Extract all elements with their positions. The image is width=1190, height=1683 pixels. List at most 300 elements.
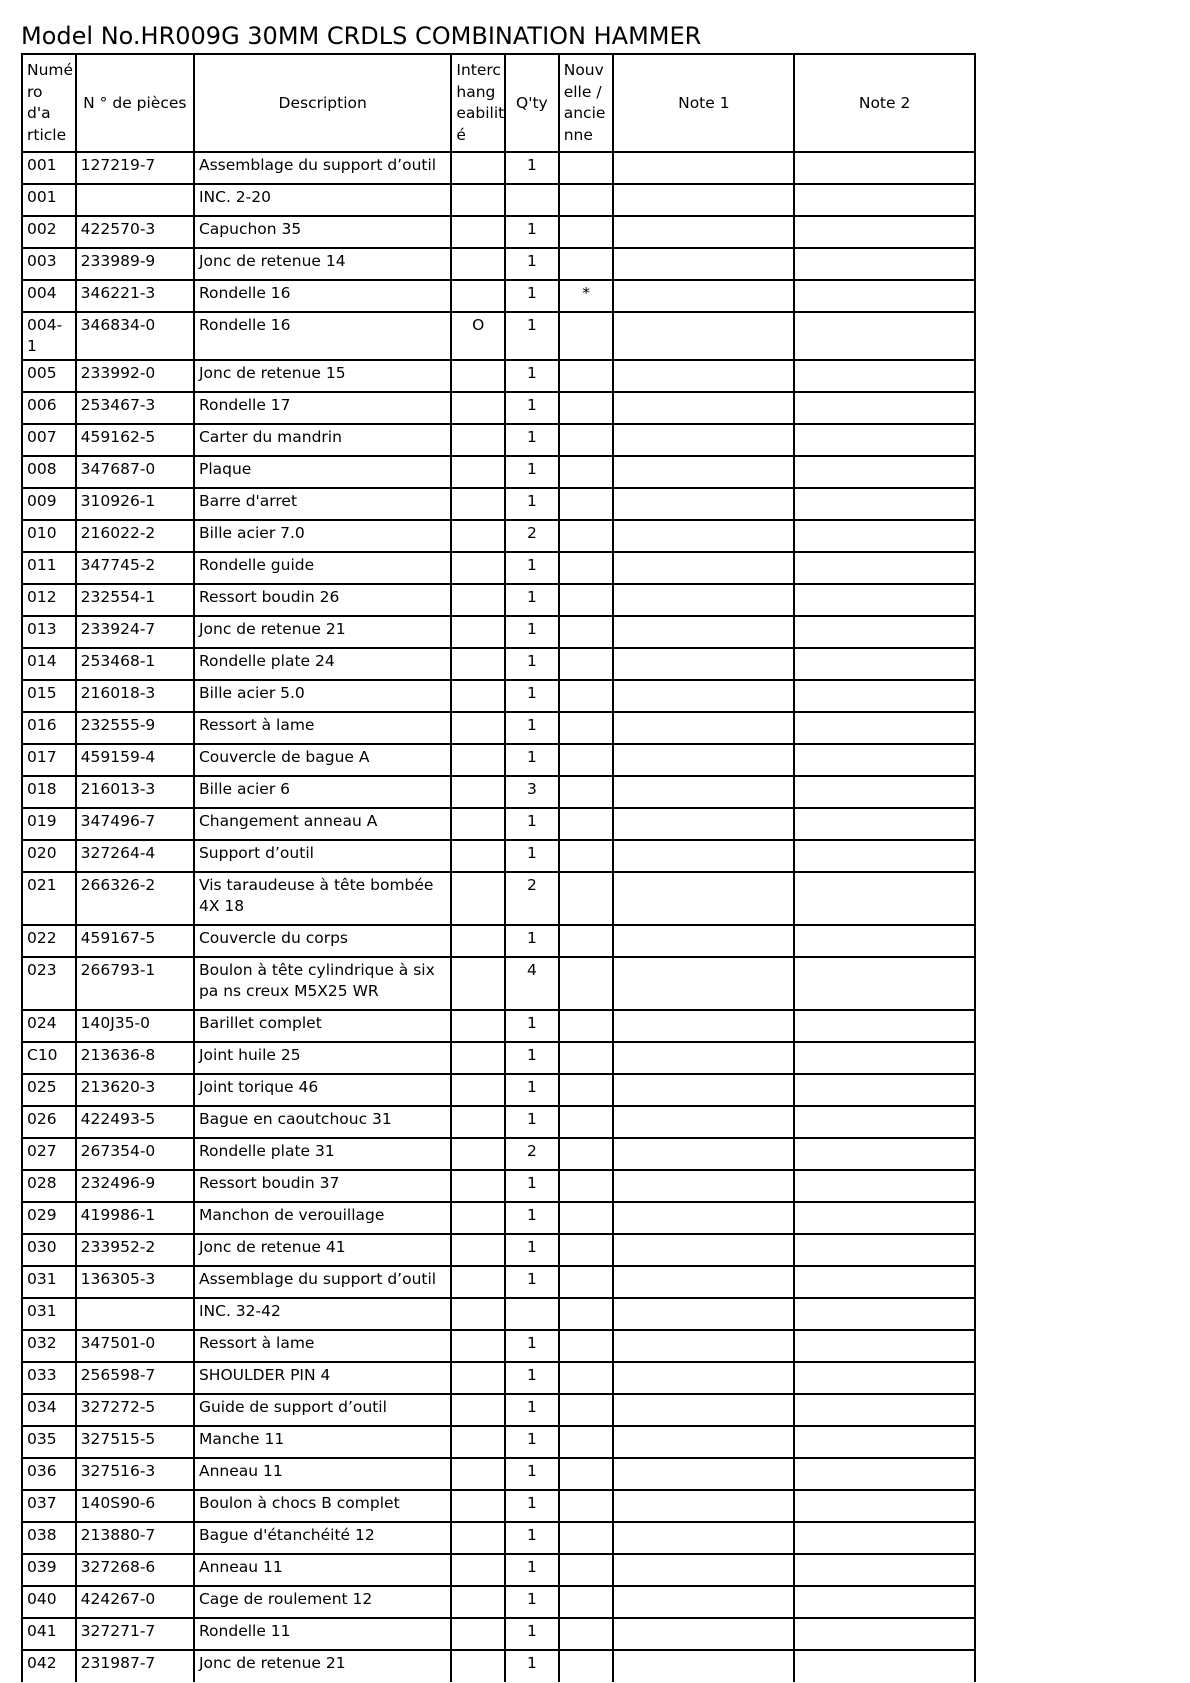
- cell-item-no: 006: [22, 392, 76, 424]
- cell-description: Rondelle plate 31: [194, 1138, 451, 1170]
- cell-description: Bille acier 7.0: [194, 520, 451, 552]
- cell-description: Joint torique 46: [194, 1074, 451, 1106]
- cell-new-old: [559, 360, 614, 392]
- table-row: [22, 1042, 975, 1074]
- cell-new-old: [559, 1650, 614, 1682]
- cell-new-old: [559, 248, 614, 280]
- table-row: [22, 1554, 975, 1586]
- cell-qty: 1: [505, 1490, 559, 1522]
- cell-interchangeability: [451, 1330, 505, 1362]
- cell-interchangeability: [451, 1554, 505, 1586]
- cell-note-1: [613, 1650, 794, 1682]
- cell-qty: 1: [505, 1042, 559, 1074]
- cell-part-no: 424267-0: [76, 1586, 194, 1618]
- cell-interchangeability: [451, 1010, 505, 1042]
- cell-new-old: [559, 1106, 614, 1138]
- cell-interchangeability: [451, 616, 505, 648]
- cell-description: Anneau 11: [194, 1554, 451, 1586]
- cell-part-no: 422570-3: [76, 216, 194, 248]
- cell-note-1: [613, 1170, 794, 1202]
- table-row: [22, 872, 975, 925]
- cell-qty: 1: [505, 1010, 559, 1042]
- cell-part-no: 233989-9: [76, 248, 194, 280]
- cell-interchangeability: [451, 1106, 505, 1138]
- cell-note-2: [794, 1170, 975, 1202]
- cell-new-old: [559, 552, 614, 584]
- cell-qty: 1: [505, 584, 559, 616]
- cell-item-no: 004-1: [22, 312, 76, 360]
- cell-note-1: [613, 744, 794, 776]
- cell-note-2: [794, 1490, 975, 1522]
- cell-interchangeability: [451, 280, 505, 312]
- cell-item-no: 042: [22, 1650, 76, 1682]
- cell-new-old: [559, 1074, 614, 1106]
- cell-description: Ressort à lame: [194, 1330, 451, 1362]
- cell-description: Ressort boudin 26: [194, 584, 451, 616]
- cell-part-no: 266793-1: [76, 957, 194, 1010]
- cell-new-old: [559, 840, 614, 872]
- cell-interchangeability: [451, 1458, 505, 1490]
- table-row: [22, 1170, 975, 1202]
- cell-description: Manchon de verouillage: [194, 1202, 451, 1234]
- cell-new-old: [559, 1010, 614, 1042]
- cell-qty: 1: [505, 1170, 559, 1202]
- cell-qty: [505, 1298, 559, 1330]
- cell-item-no: 001: [22, 184, 76, 216]
- cell-interchangeability: [451, 1650, 505, 1682]
- cell-note-1: [613, 1234, 794, 1266]
- cell-new-old: [559, 184, 614, 216]
- cell-qty: 1: [505, 808, 559, 840]
- cell-interchangeability: [451, 1170, 505, 1202]
- cell-interchangeability: [451, 925, 505, 957]
- cell-part-no: 232554-1: [76, 584, 194, 616]
- cell-description: Jonc de retenue 15: [194, 360, 451, 392]
- cell-interchangeability: [451, 216, 505, 248]
- cell-item-no: 028: [22, 1170, 76, 1202]
- cell-new-old: [559, 584, 614, 616]
- cell-description: INC. 2-20: [194, 184, 451, 216]
- cell-interchangeability: O: [451, 312, 505, 360]
- cell-note-1: [613, 1202, 794, 1234]
- cell-new-old: [559, 1202, 614, 1234]
- cell-interchangeability: [451, 872, 505, 925]
- table-row: [22, 280, 975, 312]
- cell-note-1: [613, 1426, 794, 1458]
- cell-interchangeability: [451, 1074, 505, 1106]
- cell-description: Rondelle plate 24: [194, 648, 451, 680]
- cell-part-no: 347745-2: [76, 552, 194, 584]
- cell-description: Guide de support d’outil: [194, 1394, 451, 1426]
- cell-item-no: 025: [22, 1074, 76, 1106]
- cell-description: Capuchon 35: [194, 216, 451, 248]
- cell-note-1: [613, 216, 794, 248]
- cell-part-no: 140S90-6: [76, 1490, 194, 1522]
- cell-new-old: [559, 1458, 614, 1490]
- cell-interchangeability: [451, 552, 505, 584]
- cell-note-1: [613, 1618, 794, 1650]
- cell-item-no: 029: [22, 1202, 76, 1234]
- cell-note-1: [613, 552, 794, 584]
- header-item-no: Numé ro d'a rticle: [22, 54, 76, 152]
- cell-note-1: [613, 616, 794, 648]
- cell-item-no: 018: [22, 776, 76, 808]
- cell-part-no: 256598-7: [76, 1362, 194, 1394]
- header-note-1: Note 1: [613, 54, 794, 152]
- cell-note-1: [613, 712, 794, 744]
- table-row: [22, 840, 975, 872]
- cell-description: Assemblage du support d’outil: [194, 152, 451, 184]
- cell-description: Joint huile 25: [194, 1042, 451, 1074]
- cell-item-no: 008: [22, 456, 76, 488]
- cell-item-no: 014: [22, 648, 76, 680]
- cell-note-2: [794, 1298, 975, 1330]
- cell-interchangeability: [451, 1202, 505, 1234]
- cell-note-2: [794, 1042, 975, 1074]
- cell-description: Boulon à chocs B complet: [194, 1490, 451, 1522]
- cell-note-2: [794, 680, 975, 712]
- cell-new-old: [559, 1362, 614, 1394]
- cell-interchangeability: [451, 1490, 505, 1522]
- cell-description: Support d’outil: [194, 840, 451, 872]
- cell-qty: 1: [505, 1202, 559, 1234]
- cell-description: Ressort à lame: [194, 712, 451, 744]
- cell-part-no: 233952-2: [76, 1234, 194, 1266]
- cell-part-no: 231987-7: [76, 1650, 194, 1682]
- table-row: [22, 776, 975, 808]
- cell-note-1: [613, 1554, 794, 1586]
- cell-note-1: [613, 280, 794, 312]
- cell-item-no: 016: [22, 712, 76, 744]
- cell-qty: 1: [505, 488, 559, 520]
- cell-qty: 1: [505, 1266, 559, 1298]
- cell-item-no: 034: [22, 1394, 76, 1426]
- table-row: [22, 552, 975, 584]
- cell-qty: 1: [505, 840, 559, 872]
- cell-interchangeability: [451, 1618, 505, 1650]
- cell-note-1: [613, 1042, 794, 1074]
- table-row: [22, 520, 975, 552]
- cell-new-old: [559, 744, 614, 776]
- table-row: [22, 744, 975, 776]
- cell-note-2: [794, 552, 975, 584]
- cell-interchangeability: [451, 392, 505, 424]
- cell-description: Carter du mandrin: [194, 424, 451, 456]
- cell-description: Rondelle 17: [194, 392, 451, 424]
- cell-note-1: [613, 248, 794, 280]
- cell-part-no: 232496-9: [76, 1170, 194, 1202]
- cell-item-no: 001: [22, 152, 76, 184]
- cell-qty: 2: [505, 872, 559, 925]
- cell-note-2: [794, 1522, 975, 1554]
- table-row: [22, 1074, 975, 1106]
- cell-description: Jonc de retenue 21: [194, 616, 451, 648]
- cell-new-old: [559, 1170, 614, 1202]
- cell-note-2: [794, 840, 975, 872]
- cell-new-old: [559, 1490, 614, 1522]
- cell-part-no: 459167-5: [76, 925, 194, 957]
- cell-part-no: 347501-0: [76, 1330, 194, 1362]
- cell-qty: 1: [505, 744, 559, 776]
- cell-note-2: [794, 1426, 975, 1458]
- cell-note-1: [613, 360, 794, 392]
- cell-new-old: [559, 152, 614, 184]
- header-new-old: Nouv elle / ancie nne: [559, 54, 614, 152]
- cell-part-no: 233992-0: [76, 360, 194, 392]
- cell-item-no: 031: [22, 1266, 76, 1298]
- header-part-no: N ° de pièces: [76, 54, 194, 152]
- cell-qty: 1: [505, 392, 559, 424]
- cell-interchangeability: [451, 1586, 505, 1618]
- cell-item-no: 038: [22, 1522, 76, 1554]
- table-row: [22, 360, 975, 392]
- cell-new-old: [559, 1042, 614, 1074]
- cell-item-no: 030: [22, 1234, 76, 1266]
- table-row: [22, 488, 975, 520]
- cell-note-2: [794, 584, 975, 616]
- table-row: [22, 216, 975, 248]
- table-row: [22, 1522, 975, 1554]
- cell-note-2: [794, 360, 975, 392]
- cell-note-1: [613, 680, 794, 712]
- cell-part-no: 419986-1: [76, 1202, 194, 1234]
- cell-description: Boulon à tête cylindrique à six pa ns creux M5X25 WR: [194, 957, 451, 1010]
- cell-qty: 1: [505, 712, 559, 744]
- cell-part-no: 253467-3: [76, 392, 194, 424]
- cell-qty: 1: [505, 456, 559, 488]
- cell-qty: 1: [505, 424, 559, 456]
- cell-new-old: [559, 925, 614, 957]
- cell-new-old: [559, 392, 614, 424]
- cell-item-no: 012: [22, 584, 76, 616]
- cell-description: Jonc de retenue 14: [194, 248, 451, 280]
- table-row: [22, 1234, 975, 1266]
- cell-qty: 1: [505, 312, 559, 360]
- cell-interchangeability: [451, 1298, 505, 1330]
- cell-description: Bague d'étanchéité 12: [194, 1522, 451, 1554]
- cell-new-old: [559, 520, 614, 552]
- cell-note-1: [613, 392, 794, 424]
- cell-item-no: 033: [22, 1362, 76, 1394]
- cell-qty: 1: [505, 1586, 559, 1618]
- cell-note-2: [794, 1074, 975, 1106]
- cell-note-2: [794, 152, 975, 184]
- cell-new-old: [559, 680, 614, 712]
- cell-part-no: 347687-0: [76, 456, 194, 488]
- table-row: [22, 808, 975, 840]
- table-row: [22, 1426, 975, 1458]
- cell-note-1: [613, 424, 794, 456]
- table-row: [22, 1650, 975, 1682]
- cell-note-2: [794, 520, 975, 552]
- cell-note-1: [613, 1138, 794, 1170]
- cell-new-old: [559, 1330, 614, 1362]
- cell-item-no: 037: [22, 1490, 76, 1522]
- cell-item-no: 007: [22, 424, 76, 456]
- cell-note-2: [794, 1650, 975, 1682]
- table-row: [22, 456, 975, 488]
- cell-note-2: [794, 1010, 975, 1042]
- cell-new-old: [559, 1138, 614, 1170]
- cell-note-2: [794, 456, 975, 488]
- cell-interchangeability: [451, 520, 505, 552]
- cell-part-no: 327272-5: [76, 1394, 194, 1426]
- table-row: [22, 152, 975, 184]
- cell-item-no: 005: [22, 360, 76, 392]
- table-row: [22, 1330, 975, 1362]
- cell-note-2: [794, 1458, 975, 1490]
- cell-item-no: 039: [22, 1554, 76, 1586]
- cell-qty: 1: [505, 1074, 559, 1106]
- cell-description: Jonc de retenue 41: [194, 1234, 451, 1266]
- cell-new-old: [559, 1426, 614, 1458]
- table-row: [22, 648, 975, 680]
- cell-qty: 1: [505, 1106, 559, 1138]
- cell-qty: 1: [505, 1362, 559, 1394]
- cell-item-no: 041: [22, 1618, 76, 1650]
- cell-description: Bille acier 5.0: [194, 680, 451, 712]
- cell-note-1: [613, 312, 794, 360]
- cell-new-old: [559, 872, 614, 925]
- cell-note-2: [794, 1362, 975, 1394]
- cell-note-2: [794, 1554, 975, 1586]
- cell-new-old: [559, 1618, 614, 1650]
- cell-part-no: 213636-8: [76, 1042, 194, 1074]
- cell-item-no: 026: [22, 1106, 76, 1138]
- cell-description: Rondelle 16: [194, 280, 451, 312]
- cell-note-1: [613, 1490, 794, 1522]
- cell-note-1: [613, 1106, 794, 1138]
- cell-note-1: [613, 1522, 794, 1554]
- parts-table: [21, 53, 976, 1682]
- table-row: [22, 1618, 975, 1650]
- cell-item-no: 002: [22, 216, 76, 248]
- cell-note-1: [613, 1458, 794, 1490]
- cell-qty: 1: [505, 925, 559, 957]
- cell-qty: 1: [505, 648, 559, 680]
- cell-part-no: 347496-7: [76, 808, 194, 840]
- cell-interchangeability: [451, 584, 505, 616]
- cell-description: Cage de roulement 12: [194, 1586, 451, 1618]
- header-note-2: Note 2: [794, 54, 975, 152]
- cell-qty: 3: [505, 776, 559, 808]
- cell-new-old: [559, 808, 614, 840]
- cell-interchangeability: [451, 456, 505, 488]
- cell-part-no: 459162-5: [76, 424, 194, 456]
- cell-item-no: 013: [22, 616, 76, 648]
- cell-item-no: 011: [22, 552, 76, 584]
- cell-interchangeability: [451, 152, 505, 184]
- cell-item-no: 017: [22, 744, 76, 776]
- cell-item-no: C10: [22, 1042, 76, 1074]
- cell-note-1: [613, 584, 794, 616]
- page-title: Model No.HR009G 30MM CRDLS COMBINATION HAMMER: [21, 22, 702, 50]
- cell-qty: 1: [505, 552, 559, 584]
- table-row: [22, 1266, 975, 1298]
- cell-new-old: [559, 456, 614, 488]
- table-row: [22, 616, 975, 648]
- cell-part-no: 127219-7: [76, 152, 194, 184]
- cell-description: Barillet complet: [194, 1010, 451, 1042]
- cell-item-no: 035: [22, 1426, 76, 1458]
- cell-interchangeability: [451, 808, 505, 840]
- cell-qty: 1: [505, 1554, 559, 1586]
- cell-description: Plaque: [194, 456, 451, 488]
- cell-note-1: [613, 776, 794, 808]
- cell-note-1: [613, 520, 794, 552]
- cell-qty: 1: [505, 680, 559, 712]
- cell-item-no: 020: [22, 840, 76, 872]
- cell-interchangeability: [451, 360, 505, 392]
- cell-interchangeability: [451, 744, 505, 776]
- cell-item-no: 021: [22, 872, 76, 925]
- cell-note-1: [613, 872, 794, 925]
- cell-interchangeability: [451, 840, 505, 872]
- cell-note-2: [794, 925, 975, 957]
- cell-note-1: [613, 1394, 794, 1426]
- cell-item-no: 031: [22, 1298, 76, 1330]
- cell-part-no: [76, 1298, 194, 1330]
- cell-note-2: [794, 712, 975, 744]
- cell-interchangeability: [451, 957, 505, 1010]
- cell-part-no: 216018-3: [76, 680, 194, 712]
- cell-interchangeability: [451, 1138, 505, 1170]
- table-row: [22, 392, 975, 424]
- cell-new-old: [559, 424, 614, 456]
- cell-note-1: [613, 1298, 794, 1330]
- table-row: [22, 312, 975, 360]
- cell-note-1: [613, 840, 794, 872]
- table-row: [22, 957, 975, 1010]
- cell-interchangeability: [451, 1426, 505, 1458]
- cell-qty: 2: [505, 520, 559, 552]
- cell-note-2: [794, 957, 975, 1010]
- cell-note-1: [613, 1010, 794, 1042]
- cell-new-old: [559, 1522, 614, 1554]
- table-row: [22, 584, 975, 616]
- cell-item-no: 027: [22, 1138, 76, 1170]
- cell-new-old: [559, 712, 614, 744]
- cell-qty: 1: [505, 1394, 559, 1426]
- cell-item-no: 010: [22, 520, 76, 552]
- cell-note-2: [794, 280, 975, 312]
- cell-note-1: [613, 488, 794, 520]
- cell-part-no: [76, 184, 194, 216]
- cell-new-old: [559, 957, 614, 1010]
- cell-interchangeability: [451, 1266, 505, 1298]
- cell-part-no: 459159-4: [76, 744, 194, 776]
- cell-item-no: 019: [22, 808, 76, 840]
- cell-description: Rondelle guide: [194, 552, 451, 584]
- cell-note-2: [794, 1138, 975, 1170]
- cell-item-no: 040: [22, 1586, 76, 1618]
- cell-description: INC. 32-42: [194, 1298, 451, 1330]
- cell-interchangeability: [451, 184, 505, 216]
- cell-note-2: [794, 392, 975, 424]
- cell-description: Couvercle de bague A: [194, 744, 451, 776]
- cell-description: SHOULDER PIN 4: [194, 1362, 451, 1394]
- table-row: [22, 424, 975, 456]
- cell-interchangeability: [451, 1522, 505, 1554]
- cell-item-no: 009: [22, 488, 76, 520]
- cell-note-2: [794, 424, 975, 456]
- table-header: [22, 54, 975, 152]
- table-row: [22, 184, 975, 216]
- cell-note-1: [613, 184, 794, 216]
- cell-note-1: [613, 1586, 794, 1618]
- cell-interchangeability: [451, 1394, 505, 1426]
- cell-description: Manche 11: [194, 1426, 451, 1458]
